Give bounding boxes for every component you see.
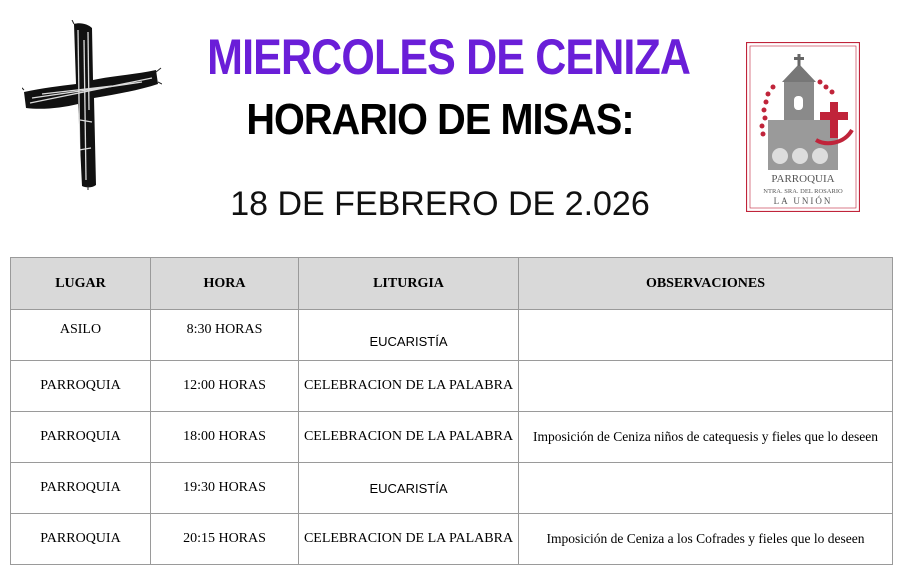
cell-observaciones [519, 463, 893, 514]
cell-hora: 20:15 HORAS [151, 514, 299, 565]
header-liturgia: LITURGIA [299, 258, 519, 310]
cell-observaciones: Imposición de Ceniza a los Cofrades y fieles que lo deseen [519, 514, 893, 565]
cell-observaciones [519, 310, 893, 361]
cell-observaciones: Imposición de Ceniza niños de catequesis y fieles que lo deseen [519, 412, 893, 463]
cell-lugar: PARROQUIA [11, 361, 151, 412]
church-icon [746, 42, 860, 212]
cell-liturgia: CELEBRACION DE LA PALABRA [299, 514, 519, 565]
table-row [11, 310, 893, 361]
cell-observaciones [519, 361, 893, 412]
logo-line2: NTRA. SRA. DEL ROSARIO [763, 188, 843, 195]
cell-liturgia: EUCARISTÍA [299, 463, 519, 514]
cell-lugar: PARROQUIA [11, 412, 151, 463]
cell-hora: 8:30 HORAS [151, 310, 299, 361]
cell-liturgia: EUCARISTÍA [299, 310, 519, 361]
logo-line3: LA UNIÓN [773, 196, 833, 206]
header-observaciones: OBSERVACIONES [519, 258, 893, 310]
table-row [11, 361, 893, 412]
schedule-table [10, 257, 893, 565]
cell-hora: 18:00 HORAS [151, 412, 299, 463]
cell-liturgia: CELEBRACION DE LA PALABRA [299, 412, 519, 463]
cell-lugar: PARROQUIA [11, 463, 151, 514]
cell-liturgia: CELEBRACION DE LA PALABRA [299, 361, 519, 412]
page-title: MIERCOLES DE CENIZA [207, 29, 691, 85]
cell-hora: 12:00 HORAS [151, 361, 299, 412]
header-lugar: LUGAR [11, 258, 151, 310]
table-row [11, 463, 893, 514]
cell-lugar: ASILO [11, 310, 151, 361]
header-hora: HORA [151, 258, 299, 310]
cell-hora: 19:30 HORAS [151, 463, 299, 514]
event-date: 18 DE FEBRERO DE 2.026 [230, 185, 650, 223]
table-row [11, 514, 893, 565]
cell-lugar: PARROQUIA [11, 514, 151, 565]
table-header-row [11, 258, 893, 310]
table-row [11, 412, 893, 463]
page-subtitle: HORARIO DE MISAS: [246, 95, 634, 144]
logo-line1: PARROQUIA [771, 173, 835, 185]
parish-logo [746, 42, 860, 212]
